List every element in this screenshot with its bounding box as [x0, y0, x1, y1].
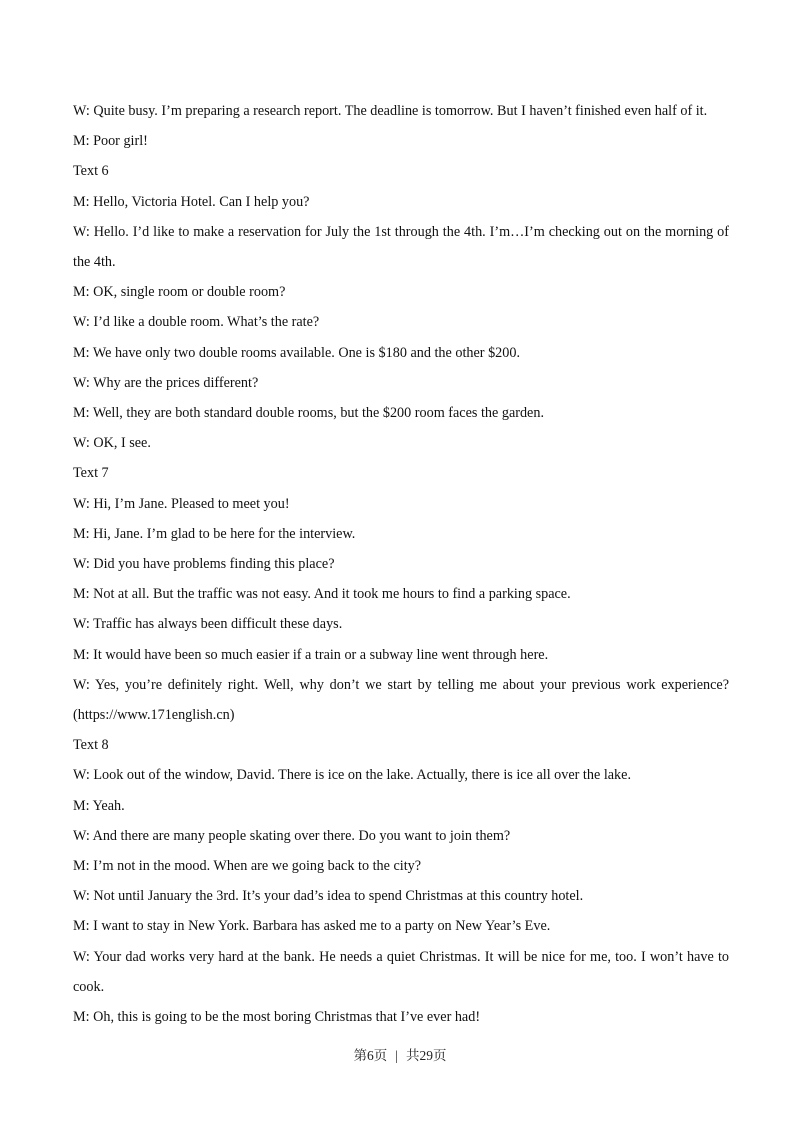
transcript-line: W: Why are the prices different? — [73, 374, 259, 391]
transcript-line: M: Hi, Jane. I’m glad to be here for the interview. — [73, 525, 356, 542]
transcript-line: W: Quite busy. I’m preparing a research report. The deadline is tomorrow. But I haven’t finished even half of it. — [73, 103, 708, 119]
footer-separator: | — [395, 1048, 398, 1063]
transcript-line: M: Well, they are both standard double rooms, but the $200 room faces the garden. — [73, 405, 544, 422]
transcript-line: W: And there are many people skating over there. Do you want to join them? — [73, 827, 511, 844]
section-heading: Text 8 — [73, 737, 109, 754]
transcript-line: M: I want to stay in New York. Barbara has asked me to a party on New Year’s Eve. — [73, 918, 551, 935]
transcript-line: W: OK, I see. — [73, 435, 151, 452]
transcript-line: M: I’m not in the mood. When are we going back to the city? — [73, 858, 422, 875]
page-footer — [0, 1046, 800, 1066]
transcript-line: W: Yes, you’re definitely right. Well, why don’t we start by telling me about your previous work experience? (https://www.171english.cn) — [73, 676, 729, 724]
transcript-line: M: Yeah. — [73, 797, 125, 814]
transcript-line: W: I’d like a double room. What’s the rate? — [73, 314, 320, 331]
section-heading: Text 7 — [73, 465, 109, 482]
section-heading: Text 6 — [73, 163, 109, 180]
transcript-line: M: It would have been so much easier if a train or a subway line went through here. — [73, 646, 549, 663]
transcript-line: W: Your dad works very hard at the bank. He needs a quiet Christmas. It will be nice for me, too. I won’t have to cook. — [73, 948, 729, 995]
transcript-body — [73, 96, 729, 1032]
transcript-line: M: Hello, Victoria Hotel. Can I help you? — [73, 193, 310, 210]
transcript-line: M: We have only two double rooms available. One is $180 and the other $200. — [73, 344, 520, 361]
transcript-line: M: Not at all. But the traffic was not easy. And it took me hours to find a parking space. — [73, 586, 571, 603]
page-total: 共29页 — [405, 1048, 447, 1063]
transcript-line: W: Hi, I’m Jane. Pleased to meet you! — [73, 495, 290, 512]
transcript-line: W: Traffic has always been difficult these days. — [73, 616, 343, 633]
transcript-line: M: OK, single room or double room? — [73, 284, 286, 301]
transcript-line: W: Not until January the 3rd. It’s your dad’s idea to spend Christmas at this country hotel. — [73, 888, 584, 905]
transcript-line: M: Oh, this is going to be the most boring Christmas that I’ve ever had! — [73, 1009, 481, 1026]
transcript-line: W: Did you have problems finding this place? — [73, 556, 335, 573]
transcript-line: W: Hello. I’d like to make a reservation for July the 1st through the 4th. I’m…I’m checking out on the morning of the 4th. — [73, 223, 729, 271]
transcript-line: W: Look out of the window, David. There is ice on the lake. Actually, there is ice all over the lake. — [73, 767, 631, 784]
transcript-line: M: Poor girl! — [73, 133, 148, 150]
page-number: 第6页 — [353, 1048, 388, 1063]
